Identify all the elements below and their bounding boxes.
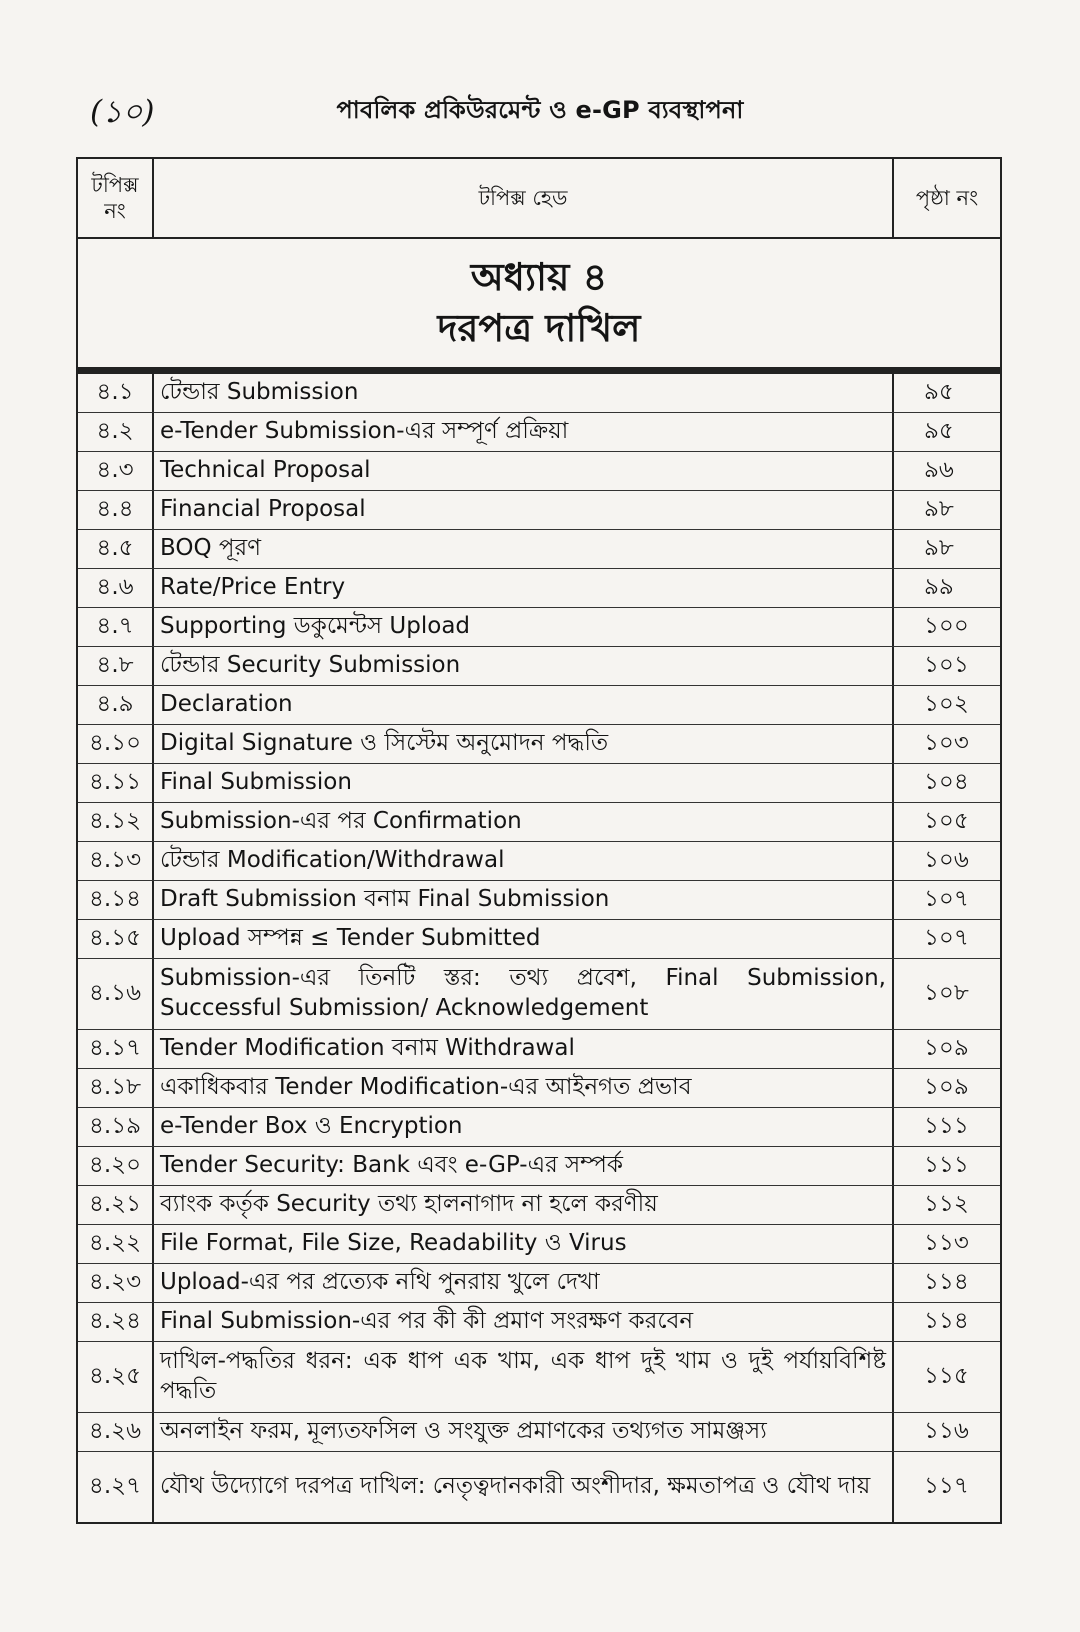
table-row <box>78 1186 1000 1225</box>
page-number-cell: ১০২ <box>892 686 1000 724</box>
topic-number: ৪.১০ <box>88 730 142 757</box>
page-number-cell: ১০৯ <box>892 1069 1000 1107</box>
page-number-cell: ৯৬ <box>892 452 1000 490</box>
table-of-contents <box>76 157 1002 1524</box>
topic-head <box>152 1413 892 1451</box>
page-number-cell: ১১১ <box>892 1147 1000 1185</box>
table-row <box>78 1030 1000 1069</box>
topic-text: Final Submission-এর পর কী কী প্রমাণ সংরক্ষণ করবেন <box>160 1308 694 1335</box>
topic-head <box>152 1147 892 1185</box>
page-number-cell: ৯৮ <box>892 530 1000 568</box>
page-number-cell: ১১৩ <box>892 1225 1000 1263</box>
page-number-cell: ১১৪ <box>892 1264 1000 1302</box>
chapter-label: অধ্যায় ৪ <box>470 254 608 299</box>
table-row <box>78 686 1000 725</box>
topic-head <box>152 1186 892 1224</box>
page-number-cell: ৯৯ <box>892 569 1000 607</box>
topic-number: ৪.৩ <box>96 457 134 484</box>
topic-text: Rate/Price Entry <box>160 574 346 601</box>
topic-text: Upload সম্পন্ন ≤ Tender Submitted <box>160 925 541 952</box>
table-header <box>78 159 1000 239</box>
table-row <box>78 1108 1000 1147</box>
page-number-cell: ১০৬ <box>892 842 1000 880</box>
chapter-heading <box>78 239 1000 374</box>
topic-number: ৪.২৬ <box>88 1418 142 1445</box>
topic-head <box>152 725 892 763</box>
table-row <box>78 764 1000 803</box>
toc-rows <box>78 374 1000 1522</box>
table-row <box>78 1147 1000 1186</box>
topic-number: ৪.৬ <box>96 574 134 601</box>
page-number-cell: ১০৭ <box>892 920 1000 958</box>
topic-number: ৪.১১ <box>88 769 142 796</box>
table-row <box>78 374 1000 413</box>
topic-head <box>152 1452 892 1522</box>
topic-head <box>152 881 892 919</box>
page-number-cell: ১১৬ <box>892 1413 1000 1451</box>
topic-text: Technical Proposal <box>160 457 371 484</box>
topic-number: ৪.৯ <box>96 691 134 718</box>
topic-text: Submission-এর পর Confirmation <box>160 808 522 835</box>
topic-head <box>152 959 892 1029</box>
page-number-cell: ১১৫ <box>892 1342 1000 1412</box>
topic-number: ৪.১৪ <box>88 886 142 913</box>
topic-number: ৪.১ <box>96 379 134 406</box>
page-header <box>0 88 1080 132</box>
table-row <box>78 1452 1000 1522</box>
topic-number: ৪.১৫ <box>88 925 142 952</box>
topic-text: BOQ পূরণ <box>160 535 262 562</box>
topic-text: টেন্ডার Submission <box>160 379 359 406</box>
table-row <box>78 647 1000 686</box>
topic-head <box>152 413 892 451</box>
topic-head <box>152 647 892 685</box>
topic-text: যৌথ উদ্যোগে দরপত্র দাখিল: নেতৃত্বদানকারী অংশীদার, ক্ষমতাপত্র ও যৌথ দায় <box>160 1473 871 1500</box>
header-topic-number: টপিক্স নং <box>91 172 139 223</box>
table-row <box>78 725 1000 764</box>
topic-text: Draft Submission বনাম Final Submission <box>160 886 610 913</box>
topic-head <box>152 1030 892 1068</box>
topic-head <box>152 608 892 646</box>
topic-text: অনলাইন ফরম, মূল্যতফসিল ও সংযুক্ত প্রমাণকের তথ্যগত সামঞ্জস্য <box>160 1418 767 1445</box>
page-number-cell: ১১১ <box>892 1108 1000 1146</box>
topic-number: ৪.৪ <box>96 496 134 523</box>
topic-head <box>152 920 892 958</box>
topic-head <box>152 374 892 412</box>
topic-number: ৪.১৭ <box>88 1035 142 1062</box>
topic-text: একাধিকবার Tender Modification-এর আইনগত প্রভাব <box>160 1074 692 1101</box>
page-number: (১০) <box>90 94 155 130</box>
table-row <box>78 530 1000 569</box>
topic-text: e-Tender Submission-এর সম্পূর্ণ প্রক্রিয়া <box>160 418 569 445</box>
page-number-cell: ১০৮ <box>892 959 1000 1029</box>
chapter-title: দরপত্র দাখিল <box>437 306 641 350</box>
table-row <box>78 959 1000 1030</box>
topic-head <box>152 764 892 802</box>
topic-number: ৪.১৯ <box>88 1113 142 1140</box>
page-number-cell: ৯৫ <box>892 374 1000 412</box>
topic-head <box>152 1108 892 1146</box>
table-row <box>78 881 1000 920</box>
topic-text: টেন্ডার Security Submission <box>160 652 461 679</box>
table-row <box>78 803 1000 842</box>
topic-text: Financial Proposal <box>160 496 366 523</box>
table-row <box>78 413 1000 452</box>
page-number-cell: ১০৭ <box>892 881 1000 919</box>
topic-number: ৪.৫ <box>96 535 134 562</box>
table-row <box>78 1225 1000 1264</box>
page-number-cell: ৯৫ <box>892 413 1000 451</box>
topic-text: Upload-এর পর প্রত্যেক নথি পুনরায় খুলে দেখা <box>160 1269 600 1296</box>
topic-text: Tender Security: Bank এবং e-GP-এর সম্পর্ক <box>160 1152 623 1179</box>
page-number-cell: ১০৪ <box>892 764 1000 802</box>
topic-number: ৪.২৪ <box>88 1308 142 1335</box>
topic-number: ৪.২১ <box>88 1191 142 1218</box>
table-row <box>78 920 1000 959</box>
topic-text: File Format, File Size, Readability ও Virus <box>160 1230 627 1257</box>
topic-text: Final Submission <box>160 769 352 796</box>
topic-text: Tender Modification বনাম Withdrawal <box>160 1035 575 1062</box>
topic-number: ৪.৭ <box>96 613 134 640</box>
topic-head <box>152 803 892 841</box>
topic-text: দাখিল-পদ্ধতির ধরন: এক ধাপ এক খাম, এক ধাপ দুই খাম ও দুই পর্যায়বিশিষ্ট পদ্ধতি <box>160 1348 886 1404</box>
topic-number: ৪.২৫ <box>88 1363 142 1390</box>
topic-text: Declaration <box>160 691 293 718</box>
table-row <box>78 1342 1000 1413</box>
page-number-cell: ১০৫ <box>892 803 1000 841</box>
topic-number: ৪.২৭ <box>88 1473 142 1500</box>
table-row <box>78 608 1000 647</box>
topic-head <box>152 1303 892 1341</box>
topic-number: ৪.১৬ <box>88 980 142 1007</box>
topic-head <box>152 569 892 607</box>
topic-text: Digital Signature ও সিস্টেম অনুমোদন পদ্ধতি <box>160 730 609 757</box>
topic-head <box>152 686 892 724</box>
topic-number: ৪.১৮ <box>88 1074 142 1101</box>
table-row <box>78 842 1000 881</box>
topic-number: ৪.২০ <box>88 1152 142 1179</box>
book-title: পাবলিক প্রকিউরমেন্ট ও e-GP ব্যবস্থাপনা <box>336 96 744 124</box>
header-topic-head: টপিক্স হেড <box>152 159 892 237</box>
topic-text: Supporting ডকুমেন্টস Upload <box>160 613 471 640</box>
topic-text: ব্যাংক কর্তৃক Security তথ্য হালনাগাদ না হলে করণীয় <box>160 1191 658 1218</box>
table-row <box>78 1264 1000 1303</box>
page-number-cell: ১০৯ <box>892 1030 1000 1068</box>
page-number-cell: ৯৮ <box>892 491 1000 529</box>
topic-head <box>152 1342 892 1412</box>
topic-head <box>152 1069 892 1107</box>
page-number-cell: ১১৭ <box>892 1452 1000 1522</box>
topic-head <box>152 491 892 529</box>
topic-number: ৪.২৩ <box>88 1269 142 1296</box>
header-page-number: পৃষ্ঠা নং <box>892 159 1000 237</box>
topic-head <box>152 1225 892 1263</box>
topic-head <box>152 452 892 490</box>
topic-text: টেন্ডার Modification/Withdrawal <box>160 847 505 874</box>
topic-number: ৪.৮ <box>96 652 134 679</box>
topic-head <box>152 842 892 880</box>
table-row <box>78 1303 1000 1342</box>
topic-number: ৪.২২ <box>88 1230 142 1257</box>
topic-number: ৪.১২ <box>88 808 142 835</box>
topic-head <box>152 1264 892 1302</box>
topic-number: ৪.২ <box>96 418 134 445</box>
page-number-cell: ১০১ <box>892 647 1000 685</box>
table-row <box>78 1069 1000 1108</box>
table-row <box>78 1413 1000 1452</box>
page-number-cell: ১১৪ <box>892 1303 1000 1341</box>
topic-head <box>152 530 892 568</box>
page-number-cell: ১০৩ <box>892 725 1000 763</box>
table-row <box>78 452 1000 491</box>
page-number-cell: ১০০ <box>892 608 1000 646</box>
table-row <box>78 491 1000 530</box>
topic-number: ৪.১৩ <box>88 847 142 874</box>
topic-text: e-Tender Box ও Encryption <box>160 1113 463 1140</box>
topic-text: Submission-এর তিনটি স্তর: তথ্য প্রবেশ, Final Submission, Successful Submission/ Acknowledgement <box>160 965 886 1021</box>
table-row <box>78 569 1000 608</box>
page-number-cell: ১১২ <box>892 1186 1000 1224</box>
